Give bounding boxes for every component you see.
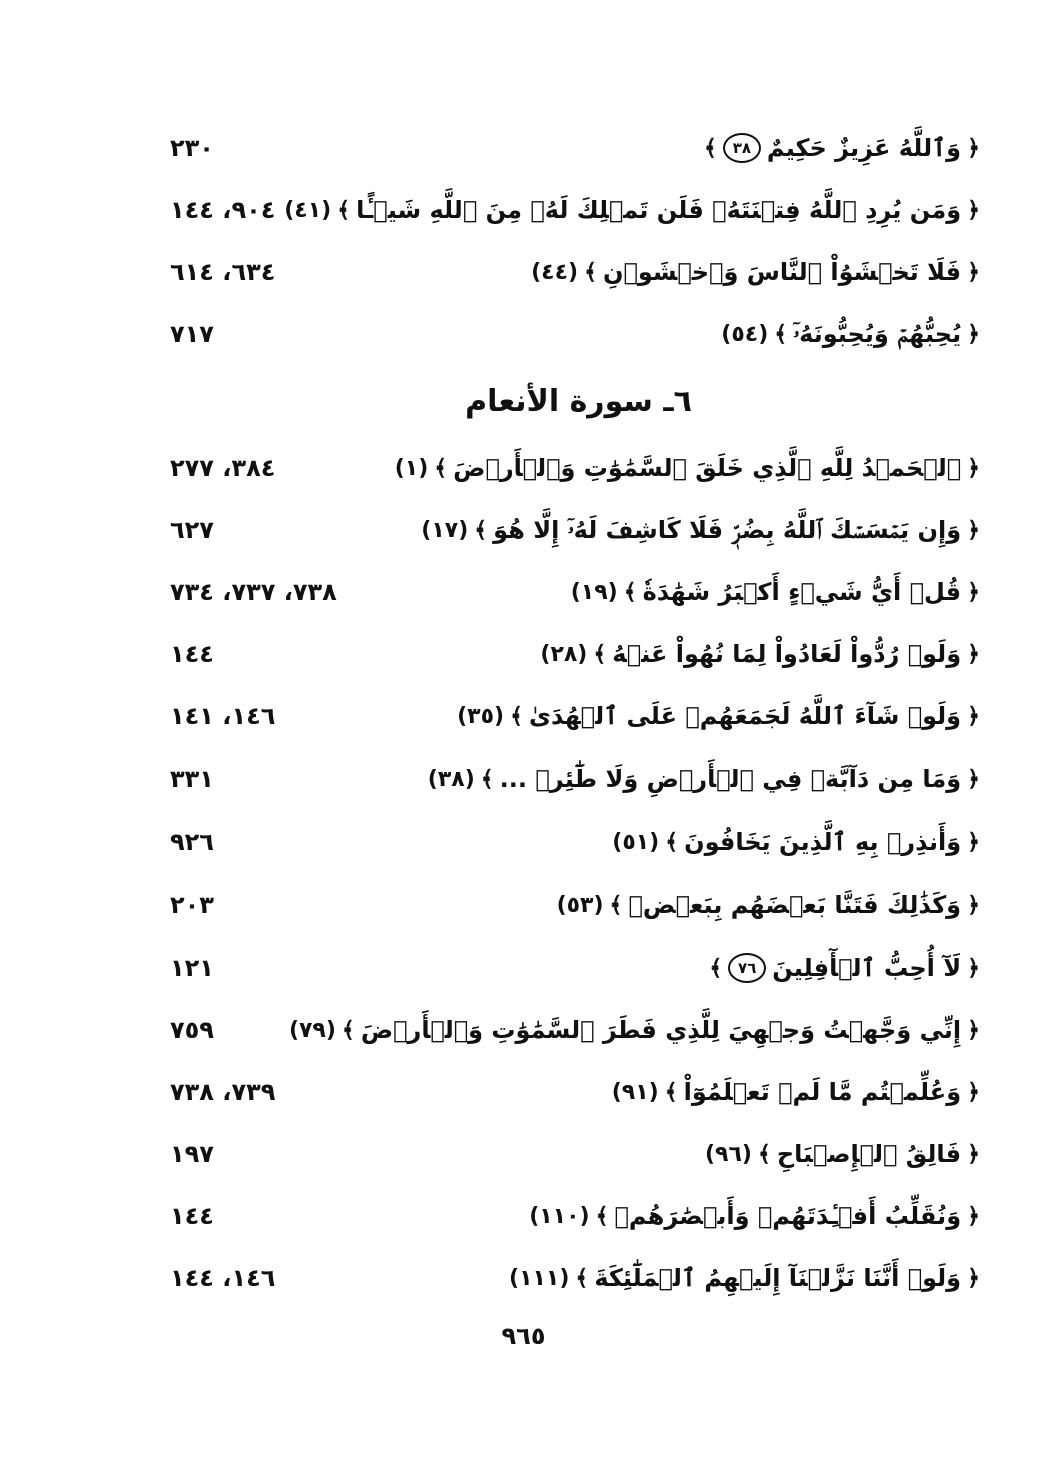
page-refs: ٢٠٣ — [170, 891, 214, 919]
page-refs: ٧٥٩ — [170, 1016, 214, 1044]
ayah-number: (٣٨) — [427, 766, 475, 792]
ayah-number: (٥٣) — [556, 892, 604, 918]
index-row — [170, 881, 980, 929]
page-refs: ١٤٤ — [170, 640, 214, 668]
index-row — [170, 1068, 980, 1116]
verse-quote — [529, 1202, 980, 1230]
page-refs: ٧٣٨، ٧٣٧، ٧٣٤ — [170, 578, 337, 606]
ornate-bracket-icon: ﴿ — [967, 829, 980, 855]
ornate-bracket-icon: ﴾ — [709, 955, 723, 981]
ornate-bracket-icon: ﴿ — [967, 1265, 980, 1291]
section-heading — [0, 384, 1047, 419]
verse-text: وَكَذَٰلِكَ فَتَنَّا بَعۡضَهُم بِبَعۡضٖ — [628, 891, 962, 919]
index-row — [170, 506, 980, 554]
verse-quote — [457, 702, 980, 730]
verse-text: وَلَوۡ أَنَّنَا نَزَّلۡنَآ إِلَيۡهِمُ ٱلۡمَلَٰٓئِكَةَ — [594, 1264, 962, 1292]
ayah-number-medallion: ٣٨ — [723, 133, 761, 163]
ornate-bracket-icon: ﴾ — [704, 135, 717, 161]
page-refs: ٣٨٤، ٢٧٧ — [170, 454, 276, 482]
verse-text: فَالِقُ ٱلۡإِصۡبَاحِ — [776, 1140, 962, 1168]
page-refs: ٣٣١ — [170, 765, 214, 793]
ayah-number: (٤٤) — [531, 259, 579, 285]
verse-text: وَمَا مِن دَآبَّةٖ فِي ٱلۡأَرۡضِ وَلَا طَٰٓئِرٖ ... — [499, 765, 962, 793]
ayah-number: (٥٤) — [721, 321, 769, 347]
ornate-bracket-icon: ﴾ — [337, 197, 351, 223]
index-row — [170, 1006, 980, 1054]
index-row — [170, 124, 980, 172]
verse-quote — [612, 1078, 980, 1106]
verse-text: وَأَنذِرۡ بِهِ ٱلَّذِينَ يَخَافُونَ — [684, 828, 962, 856]
index-row — [170, 444, 980, 492]
ornate-bracket-icon: ﴿ — [967, 1079, 980, 1105]
index-row — [170, 630, 980, 678]
verse-quote — [395, 454, 980, 482]
index-row — [170, 1192, 980, 1240]
ornate-bracket-icon: ﴿ — [967, 955, 980, 981]
page-refs: ١٤٦، ١٤١ — [170, 702, 276, 730]
ornate-bracket-icon: ﴿ — [967, 197, 980, 223]
ornate-bracket-icon: ﴿ — [967, 1141, 980, 1167]
ornate-bracket-icon: ﴾ — [434, 455, 448, 481]
verse-text: لَآ أُحِبُّ ٱلۡأٓفِلِينَ — [772, 954, 962, 982]
verse-quote — [289, 1016, 980, 1044]
ornate-bracket-icon: ﴾ — [774, 321, 788, 347]
ornate-bracket-icon: ﴿ — [967, 1203, 980, 1229]
verse-quote — [557, 891, 980, 919]
ayah-number: (٩١) — [611, 1079, 659, 1105]
verse-text: وَلَوۡ شَآءَ ٱللَّهُ لَجَمَعَهُمۡ عَلَى ٱلۡهُدَىٰ — [528, 702, 962, 730]
ornate-bracket-icon: ﴿ — [967, 641, 980, 667]
index-row — [170, 692, 980, 740]
verse-text: إِنِّي وَجَّهۡتُ وَجۡهِيَ لِلَّذِي فَطَرَ ٱلسَّمَٰوَٰتِ وَٱلۡأَرۡضَ — [360, 1016, 962, 1044]
index-row — [170, 755, 980, 803]
index-row — [170, 944, 980, 992]
ornate-bracket-icon: ﴾ — [474, 517, 488, 543]
section-heading-text: ٦ـ سورة الأنعام — [465, 384, 692, 419]
ayah-number: (١) — [394, 455, 429, 481]
ornate-bracket-icon: ﴿ — [967, 579, 980, 605]
verse-quote — [284, 196, 980, 224]
ornate-bracket-icon: ﴿ — [967, 259, 980, 285]
ayah-number-medallion: ٧٦ — [728, 953, 766, 983]
verse-text: فَلَا تَخۡشَوُاْ ٱلنَّاسَ وَٱخۡشَوۡنِ — [602, 258, 962, 286]
page-number: ٩٦٥ — [501, 1322, 546, 1350]
page-refs: ٦٣٤، ٦١٤ — [170, 258, 276, 286]
page-refs: ٩٢٦ — [170, 828, 214, 856]
ornate-bracket-icon: ﴾ — [341, 1017, 355, 1043]
ornate-bracket-icon: ﴿ — [967, 1017, 980, 1043]
verse-quote — [540, 640, 980, 668]
verse-text: ٱلۡحَمۡدُ لِلَّهِ ٱلَّذِي خَلَقَ ٱلسَّمَٰوَٰتِ وَٱلۡأَرۡضَ — [453, 454, 962, 482]
verse-text: وَعُلِّمۡتُم مَّا لَمۡ تَعۡلَمُوٓاْ — [683, 1078, 962, 1106]
ayah-number: (٩٦) — [704, 1141, 752, 1167]
verse-quote — [704, 133, 980, 163]
ayah-number: (٧٩) — [288, 1017, 336, 1043]
verse-text: وَنُقَلِّبُ أَفۡـِٔدَتَهُمۡ وَأَبۡصَٰرَهُمۡ — [614, 1202, 962, 1230]
ornate-bracket-icon: ﴾ — [665, 829, 679, 855]
verse-quote — [721, 320, 980, 348]
verse-text: وَإِن يَمۡسَسۡكَ ٱللَّهُ بِضُرّٖ فَلَا كَاشِفَ لَهُۥٓ إِلَّا هُوَ — [493, 516, 962, 544]
ornate-bracket-icon: ﴿ — [967, 135, 980, 161]
ornate-bracket-icon: ﴾ — [575, 1265, 589, 1291]
ayah-number: (٥١) — [612, 829, 660, 855]
ornate-bracket-icon: ﴿ — [967, 455, 980, 481]
verse-quote — [531, 258, 980, 286]
page-refs: ٦٢٧ — [170, 516, 214, 544]
verse-text: قُلۡ أَيُّ شَيۡءٍ أَكۡبَرُ شَهَٰدَةٗ — [642, 578, 962, 606]
verse-quote — [705, 1140, 980, 1168]
ornate-bracket-icon: ﴿ — [967, 892, 980, 918]
verse-text: وَمَن يُرِدِ ٱللَّهُ فِتۡنَتَهُۥ فَلَن تَمۡلِكَ لَهُۥ مِنَ ٱللَّهِ شَيۡـًٔا — [356, 196, 962, 224]
ayah-number: (٢٨) — [540, 641, 588, 667]
verse-quote — [709, 953, 980, 983]
ayah-number: (١٩) — [570, 579, 618, 605]
ornate-bracket-icon: ﴾ — [595, 1203, 609, 1229]
verse-quote — [509, 1264, 980, 1292]
ornate-bracket-icon: ﴾ — [593, 641, 607, 667]
ornate-bracket-icon: ﴾ — [584, 259, 597, 285]
verse-quote — [571, 578, 980, 606]
index-row — [170, 1130, 980, 1178]
index-row — [170, 248, 980, 296]
ornate-bracket-icon: ﴿ — [967, 703, 980, 729]
ayah-number: (٣٥) — [457, 703, 505, 729]
page-refs: ١٩٧ — [170, 1140, 214, 1168]
index-row — [170, 1254, 980, 1302]
ornate-bracket-icon: ﴾ — [609, 892, 623, 918]
ornate-bracket-icon: ﴾ — [510, 703, 523, 729]
verse-quote — [428, 765, 980, 793]
ornate-bracket-icon: ﴿ — [967, 766, 980, 792]
verse-quote — [612, 828, 980, 856]
ornate-bracket-icon: ﴿ — [967, 517, 980, 543]
page-refs: ١٤٦، ١٤٤ — [170, 1264, 276, 1292]
ayah-number: (١١٠) — [529, 1203, 590, 1229]
ayah-number: (٤١) — [284, 197, 332, 223]
ayah-number: (١١١) — [509, 1265, 570, 1291]
ornate-bracket-icon: ﴾ — [480, 766, 494, 792]
index-row — [170, 186, 980, 234]
ornate-bracket-icon: ﴾ — [757, 1141, 771, 1167]
index-row — [170, 818, 980, 866]
page-refs: ٧١٧ — [170, 320, 214, 348]
page-refs: ٩٠٤، ١٤٤ — [170, 196, 276, 224]
ayah-number: (١٧) — [421, 517, 469, 543]
page-refs: ٧٣٩، ٧٣٨ — [170, 1078, 276, 1106]
ornate-bracket-icon: ﴾ — [664, 1079, 678, 1105]
verse-text: يُحِبُّهُمۡ وَيُحِبُّونَهُۥٓ — [793, 320, 962, 348]
verse-text: وَلَوۡ رُدُّواْ لَعَادُواْ لِمَا نُهُواْ عَنۡهُ — [612, 640, 962, 668]
page-refs: ١٤٤ — [170, 1202, 214, 1230]
verse-text: وَٱللَّهُ عَزِيزٌ حَكِيمٌ — [766, 134, 962, 162]
page-refs: ٢٣٠ — [170, 134, 214, 162]
verse-quote — [421, 516, 980, 544]
page-refs: ١٢١ — [170, 954, 214, 982]
index-row — [170, 310, 980, 358]
index-row — [170, 568, 980, 616]
ornate-bracket-icon: ﴿ — [967, 321, 980, 347]
ornate-bracket-icon: ﴾ — [623, 579, 637, 605]
